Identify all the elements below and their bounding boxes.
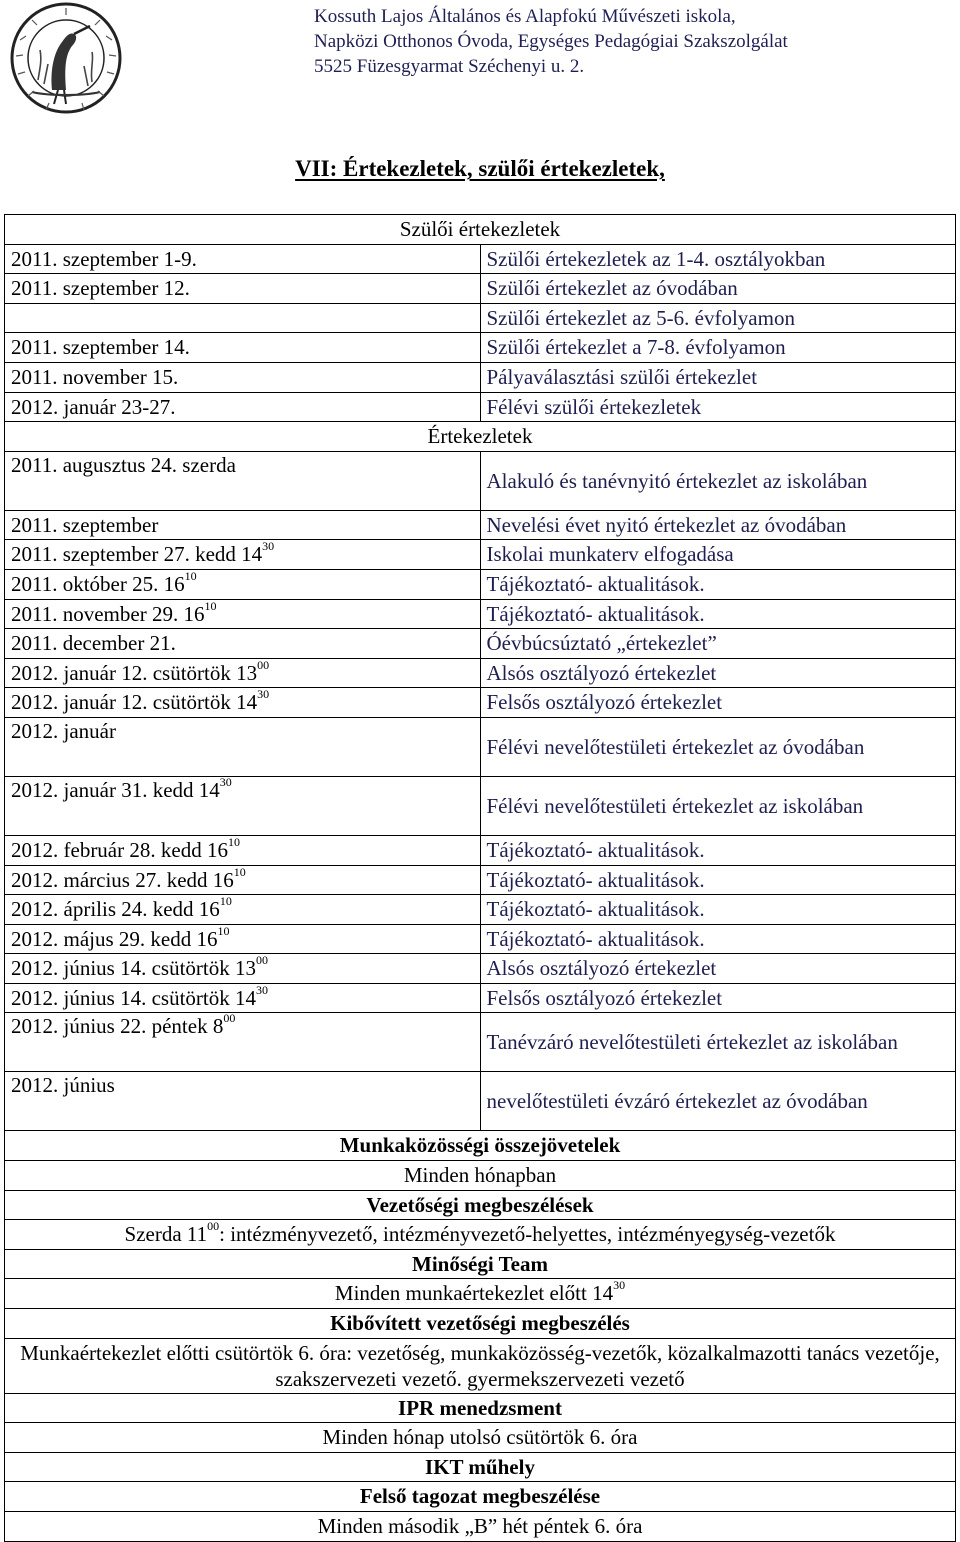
detail-text-continued: : intézményvezető, intézményvezető-helyettes, intézményegység-vezetők bbox=[219, 1222, 836, 1247]
heading-row bbox=[5, 422, 956, 452]
section-heading: IPR menedzsment bbox=[5, 1393, 956, 1423]
event-text: Szülői értekezlet az 5-6. évfolyamon bbox=[486, 305, 795, 330]
time-minutes: 30 bbox=[219, 776, 232, 789]
date-text: 2012. január 12. csütörtök 14 bbox=[11, 690, 258, 715]
event-cell bbox=[480, 658, 956, 688]
table-row bbox=[5, 362, 956, 392]
detail-text: Munkaértekezlet előtti csütörtök 6. óra: vezetőség, munkaközösség-vezetők, közalkalmazotti tanács vezetője, szakszervezeti vezető. gyermekszervezeti vezető bbox=[20, 1340, 940, 1391]
section-heading: Felső tagozat megbeszélése bbox=[5, 1482, 956, 1512]
event-text: Óévbúcsúztató „értekezlet” bbox=[486, 631, 717, 656]
detail-text: Szerda 11 bbox=[124, 1222, 208, 1247]
date-text: 2011. szeptember bbox=[11, 512, 159, 537]
date-cell bbox=[5, 717, 481, 776]
section-heading: Munkaközösségi összejövetelek bbox=[5, 1131, 956, 1161]
event-text: Tájékoztató- aktualitások. bbox=[486, 571, 705, 596]
table-row bbox=[5, 717, 956, 776]
time-minutes: 10 bbox=[227, 835, 240, 849]
time-minutes: 00 bbox=[207, 1219, 220, 1234]
date-text: 2012. június 22. péntek 8 bbox=[11, 1014, 224, 1039]
event-cell bbox=[480, 629, 956, 659]
section-heading: IKT műhely bbox=[5, 1452, 956, 1482]
date-text: 2011. szeptember 12. bbox=[11, 276, 190, 301]
time-minutes: 00 bbox=[256, 953, 268, 968]
event-text: Szülői értekezlet az óvodában bbox=[486, 276, 738, 301]
section-row bbox=[5, 1338, 956, 1393]
date-text: 2012. március 27. kedd 16 bbox=[11, 867, 234, 892]
event-text: Félévi nevelőtestületi értekezlet az iskolában bbox=[486, 793, 864, 818]
table-row bbox=[5, 865, 956, 895]
time-minutes: 30 bbox=[613, 1278, 626, 1293]
heading-row bbox=[5, 1249, 956, 1279]
event-cell bbox=[480, 924, 956, 954]
date-text: 2012. február 28. kedd 16 bbox=[11, 837, 228, 862]
event-text: Felsős osztályozó értekezlet bbox=[486, 690, 723, 715]
table-row bbox=[5, 540, 956, 570]
date-text: 2012. január 31. kedd 14 bbox=[11, 777, 220, 802]
event-cell bbox=[480, 865, 956, 895]
section-row bbox=[5, 1423, 956, 1453]
table-row bbox=[5, 569, 956, 599]
date-text: 2011. szeptember 1-9. bbox=[11, 246, 197, 271]
date-text: 2011. október 25. 16 bbox=[11, 571, 185, 596]
event-cell bbox=[480, 451, 956, 510]
event-text: Szülői értekezlet a 7-8. évfolyamon bbox=[486, 335, 786, 360]
date-text: 2012. június bbox=[11, 1073, 115, 1098]
school-address: 5525 Füzesgyarmat Széchenyi u. 2. bbox=[314, 56, 585, 77]
section-row bbox=[5, 1161, 956, 1191]
time-minutes: 30 bbox=[256, 983, 268, 997]
table-row bbox=[5, 776, 956, 835]
section-heading: Kibővített vezetőségi megbeszélés bbox=[5, 1309, 956, 1339]
table-row bbox=[5, 451, 956, 510]
event-text: Tájékoztató- aktualitások. bbox=[486, 837, 705, 862]
table-row bbox=[5, 924, 956, 954]
table-row bbox=[5, 835, 956, 865]
detail-text: Minden munkaértekezlet előtt 14 bbox=[334, 1281, 614, 1306]
event-cell bbox=[480, 333, 956, 363]
heading-row bbox=[5, 215, 956, 245]
meetings-table bbox=[4, 214, 956, 1542]
table-row bbox=[5, 895, 956, 925]
table-row bbox=[5, 1013, 956, 1072]
detail-text: Minden hónap utolsó csütörtök 6. óra bbox=[322, 1425, 638, 1450]
table-row bbox=[5, 954, 956, 984]
table-row bbox=[5, 1072, 956, 1131]
section-heading: Minőségi Team bbox=[5, 1249, 956, 1279]
event-cell bbox=[480, 1072, 956, 1131]
section-detail bbox=[5, 1338, 956, 1393]
date-text: 2012. január 23-27. bbox=[11, 394, 176, 419]
event-cell bbox=[480, 688, 956, 718]
date-text: 2012. június 14. csütörtök 14 bbox=[11, 985, 256, 1010]
date-text: 2012. április 24. kedd 16 bbox=[11, 897, 220, 922]
date-cell bbox=[5, 362, 481, 392]
event-text: Tájékoztató- aktualitások. bbox=[486, 897, 705, 922]
time-minutes: 10 bbox=[219, 894, 232, 909]
date-cell bbox=[5, 865, 481, 895]
event-text: Iskolai munkaterv elfogadása bbox=[486, 542, 734, 567]
school-name-line-2: Napközi Otthonos Óvoda, Egységes Pedagógiai Szakszolgálat bbox=[314, 31, 788, 52]
table-row bbox=[5, 510, 956, 540]
table-row bbox=[5, 599, 956, 629]
event-text: Tájékoztató- aktualitások. bbox=[486, 601, 705, 626]
date-cell bbox=[5, 392, 481, 422]
event-text: nevelőtestületi évzáró értekezlet az óvodában bbox=[486, 1089, 868, 1114]
heading-row bbox=[5, 1309, 956, 1339]
date-text: 2012. január bbox=[11, 718, 116, 743]
event-text: Felsős osztályozó értekezlet bbox=[486, 985, 723, 1010]
event-cell bbox=[480, 274, 956, 304]
date-text: 2011. szeptember 14. bbox=[11, 335, 190, 360]
event-cell bbox=[480, 1013, 956, 1072]
date-cell bbox=[5, 835, 481, 865]
section-detail bbox=[5, 1279, 956, 1309]
date-cell bbox=[5, 1013, 481, 1072]
heading-row bbox=[5, 1131, 956, 1161]
event-cell bbox=[480, 954, 956, 984]
date-cell bbox=[5, 451, 481, 510]
school-header bbox=[314, 4, 788, 79]
date-cell bbox=[5, 333, 481, 363]
date-text: 2012. május 29. kedd 16 bbox=[11, 926, 218, 951]
event-cell bbox=[480, 244, 956, 274]
date-cell bbox=[5, 658, 481, 688]
time-minutes: 10 bbox=[204, 599, 217, 613]
meetings-heading: Értekezletek bbox=[5, 422, 956, 452]
event-text: Alakuló és tanévnyitó értekezlet az iskolában bbox=[486, 468, 868, 493]
date-cell bbox=[5, 274, 481, 304]
detail-text: Minden hónapban bbox=[403, 1163, 557, 1188]
date-cell bbox=[5, 983, 481, 1013]
section-detail bbox=[5, 1220, 956, 1250]
date-text: 2011. szeptember 27. kedd 14 bbox=[11, 542, 263, 567]
section-heading: Vezetőségi megbeszélések bbox=[5, 1190, 956, 1220]
school-name-line-1: Kossuth Lajos Általános és Alapfokú Művészeti iskola, bbox=[314, 6, 736, 27]
event-cell bbox=[480, 776, 956, 835]
event-text: Nevelési évet nyitó értekezlet az óvodában bbox=[486, 512, 847, 537]
table-row bbox=[5, 688, 956, 718]
date-cell bbox=[5, 1072, 481, 1131]
event-text: Tájékoztató- aktualitások. bbox=[486, 926, 705, 951]
date-text: 2011. november 15. bbox=[11, 364, 179, 389]
event-text: Alsós osztályozó értekezlet bbox=[486, 660, 717, 685]
time-minutes: 00 bbox=[257, 658, 270, 672]
school-seal-logo bbox=[4, 0, 136, 118]
date-cell bbox=[5, 569, 481, 599]
section-title: VII: Értekezletek, szülői értekezletek, bbox=[295, 156, 665, 181]
heading-row bbox=[5, 1452, 956, 1482]
time-minutes: 10 bbox=[217, 924, 230, 938]
date-cell bbox=[5, 510, 481, 540]
event-cell bbox=[480, 540, 956, 570]
event-cell bbox=[480, 717, 956, 776]
event-cell bbox=[480, 510, 956, 540]
event-text: Szülői értekezletek az 1-4. osztályokban bbox=[486, 246, 826, 271]
table-row bbox=[5, 983, 956, 1013]
date-cell bbox=[5, 924, 481, 954]
date-cell bbox=[5, 629, 481, 659]
event-cell bbox=[480, 983, 956, 1013]
date-text: 2011. december 21. bbox=[11, 631, 176, 656]
date-cell bbox=[5, 954, 481, 984]
event-text: Félévi szülői értekezletek bbox=[486, 394, 702, 419]
event-cell bbox=[480, 895, 956, 925]
date-cell bbox=[5, 776, 481, 835]
date-cell bbox=[5, 895, 481, 925]
date-text: 2012. január 12. csütörtök 13 bbox=[11, 660, 258, 685]
date-cell bbox=[5, 688, 481, 718]
event-cell bbox=[480, 599, 956, 629]
heading-row bbox=[5, 1190, 956, 1220]
table-row bbox=[5, 629, 956, 659]
event-text: Tanévzáró nevelőtestületi értekezlet az iskolában bbox=[486, 1030, 898, 1055]
heading-row bbox=[5, 1482, 956, 1512]
table-row bbox=[5, 658, 956, 688]
time-minutes: 30 bbox=[262, 539, 275, 554]
table-row bbox=[5, 274, 956, 304]
event-cell bbox=[480, 569, 956, 599]
date-text: 2011. november 29. 16 bbox=[11, 601, 205, 626]
event-cell bbox=[480, 303, 956, 333]
table-row bbox=[5, 244, 956, 274]
section-row bbox=[5, 1279, 956, 1309]
section-detail bbox=[5, 1512, 956, 1542]
event-cell bbox=[480, 362, 956, 392]
date-text: 2011. augusztus 24. szerda bbox=[11, 452, 236, 477]
section-detail bbox=[5, 1161, 956, 1191]
table-row bbox=[5, 392, 956, 422]
section-row bbox=[5, 1220, 956, 1250]
section-detail bbox=[5, 1423, 956, 1453]
time-minutes: 10 bbox=[184, 569, 197, 583]
heading-row bbox=[5, 1393, 956, 1423]
event-text: Alsós osztályozó értekezlet bbox=[486, 956, 717, 981]
event-text: Tájékoztató- aktualitások. bbox=[486, 867, 705, 892]
table-row bbox=[5, 333, 956, 363]
date-cell bbox=[5, 540, 481, 570]
event-cell bbox=[480, 392, 956, 422]
date-cell bbox=[5, 303, 481, 333]
date-text: 2012. június 14. csütörtök 13 bbox=[11, 956, 256, 981]
detail-text: Minden második „B” hét péntek 6. óra bbox=[317, 1514, 643, 1538]
table-row bbox=[5, 303, 956, 333]
parent-meetings-heading: Szülői értekezletek bbox=[5, 215, 956, 245]
event-cell bbox=[480, 835, 956, 865]
time-minutes: 10 bbox=[233, 865, 246, 879]
time-minutes: 30 bbox=[257, 687, 270, 702]
date-cell bbox=[5, 599, 481, 629]
date-cell bbox=[5, 244, 481, 274]
time-minutes: 00 bbox=[223, 1012, 236, 1026]
section-row bbox=[5, 1512, 956, 1542]
event-text: Pályaválasztási szülői értekezlet bbox=[486, 364, 758, 389]
event-text: Félévi nevelőtestületi értekezlet az óvodában bbox=[486, 734, 865, 759]
